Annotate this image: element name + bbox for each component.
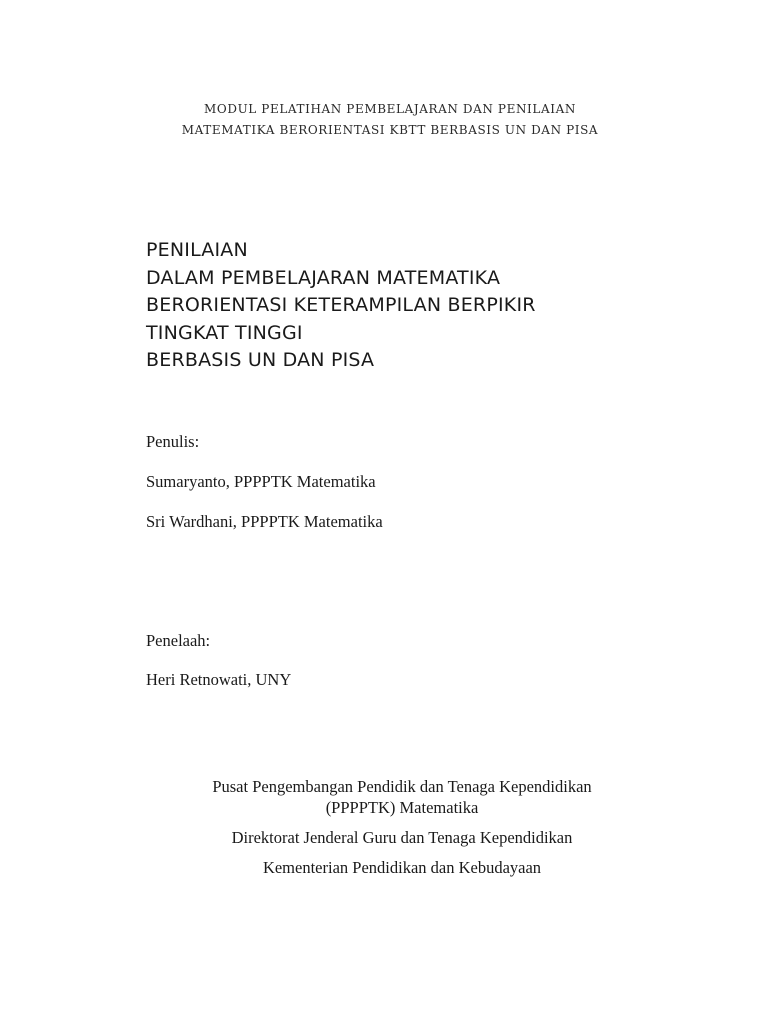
title-line-2: DALAM PEMBELAJARAN MATEMATIKA xyxy=(146,266,501,289)
reviewers-label: Penelaah: xyxy=(146,631,211,650)
authors-label: Penulis: xyxy=(146,432,200,451)
institution-line-3: Direktorat Jenderal Guru dan Tenaga Kependidikan xyxy=(231,828,573,847)
title-line-4: TINGKAT TINGGI xyxy=(146,321,303,344)
module-header-line-1: MODUL PELATIHAN PEMBELAJARAN DAN PENILAIAN xyxy=(204,102,576,116)
institution-line-1: Pusat Pengembangan Pendidik dan Tenaga Kependidikan xyxy=(212,777,592,796)
author-name-2: Sri Wardhani, PPPPTK Matematika xyxy=(146,512,383,531)
institution-block xyxy=(120,776,684,878)
title-line-3: BERORIENTASI KETERAMPILAN BERPIKIR xyxy=(146,294,536,316)
institution-line-4: Kementerian Pendidikan dan Kebudayaan xyxy=(262,858,542,877)
module-header-line-2: MATEMATIKA BERORIENTASI KBTT BERBASIS UN DAN PISA xyxy=(181,123,599,137)
module-header xyxy=(120,99,660,141)
institution-line-2: (PPPPTK) Matematika xyxy=(325,798,479,817)
title-line-1: PENILAIAN xyxy=(146,239,248,261)
reviewer-name-1: Heri Retnowati, UNY xyxy=(146,670,292,689)
document-title xyxy=(146,237,666,375)
author-name-1: Sumaryanto, PPPPTK Matematika xyxy=(146,472,376,491)
title-line-5: BERBASIS UN DAN PISA xyxy=(146,349,375,371)
